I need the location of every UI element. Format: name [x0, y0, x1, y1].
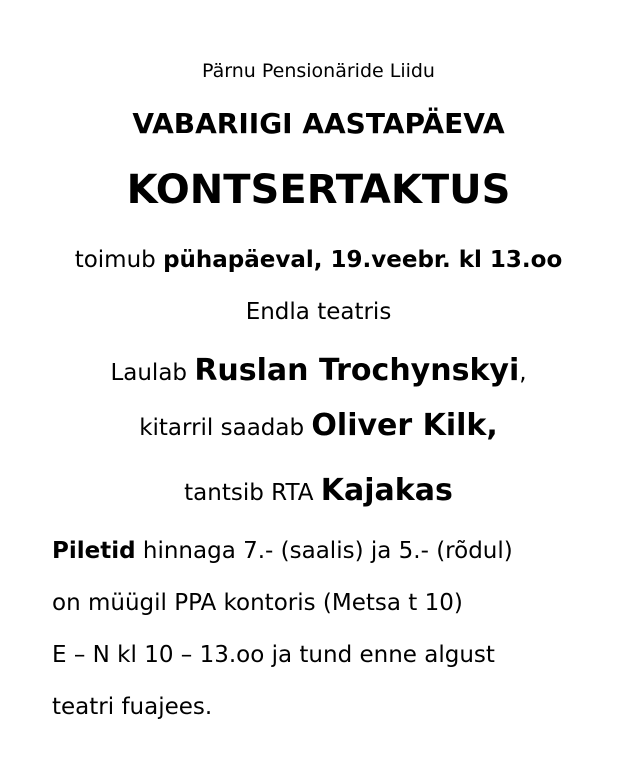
singer-prefix: Laulab [110, 360, 195, 386]
singer-suffix: , [519, 360, 527, 386]
performer-guitar-line [0, 408, 637, 443]
tickets-prices: hinnaga 7.- (saalis) ja 5.- (rõdul) [135, 538, 513, 564]
date-time-line [0, 249, 637, 272]
singer-name: Ruslan Trochynskyi [194, 353, 520, 388]
organizer-line: Pärnu Pensionäride Liidu [202, 60, 435, 82]
dance-prefix: tantsib RTA [184, 480, 321, 506]
date-prefix: toimub [74, 247, 164, 273]
title-line-2: KONTSERTAKTUS [126, 167, 511, 213]
performer-dance-line [0, 473, 637, 508]
title-line-1: VABARIIGI AASTAPÄEVA [132, 107, 505, 140]
sale-location-line: on müügil PPA kontoris (Metsa t 10) [52, 590, 463, 616]
venue-line: Endla teatris [245, 299, 392, 325]
tickets-label: Piletid [52, 538, 136, 564]
guitarist-name: Oliver Kilk, [311, 408, 498, 443]
date-time: pühapäeval, 19.veebr. kl 13.oo [163, 247, 563, 273]
dance-group-name: Kajakas [320, 473, 453, 508]
guitar-prefix: kitarril saadab [139, 415, 312, 441]
tickets-line [52, 540, 637, 563]
sale-hours-line: E – N kl 10 – 13.oo ja tund enne algust [52, 642, 495, 668]
performer-singer-line [0, 353, 637, 388]
sale-foyer-line: teatri fuajees. [52, 694, 213, 720]
